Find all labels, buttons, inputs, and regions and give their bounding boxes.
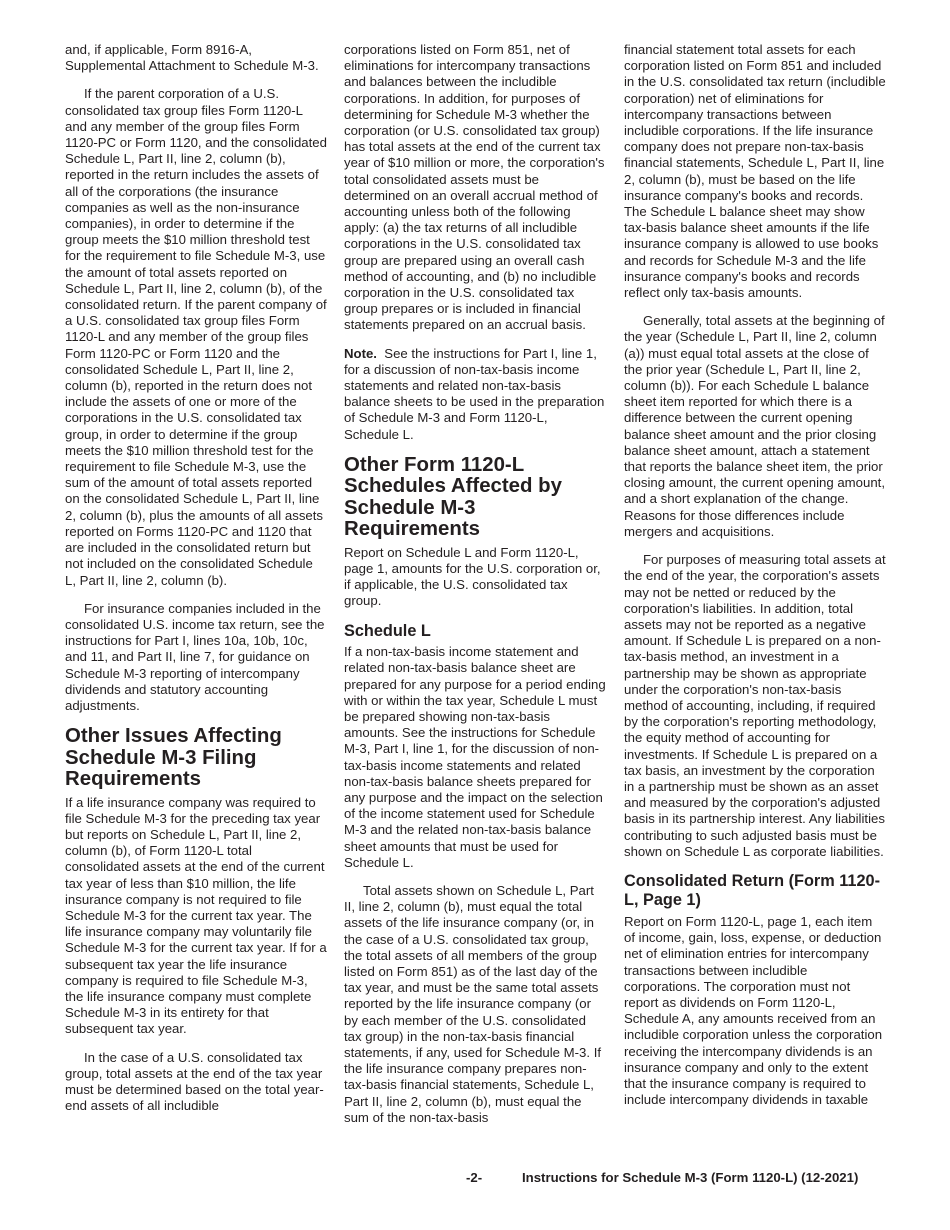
column-3 bbox=[624, 42, 886, 1120]
paragraph: In the case of a U.S. consolidated tax group, total assets at the end of the tax year must be determined based on the total year-end assets of all includible bbox=[65, 1049, 324, 1114]
column-1 bbox=[65, 42, 327, 1126]
note-text: See the instructions for Part I, line 1, for a discussion of non-tax-basis income statements and related non-tax-basis balance sheets to be used in the preparation of Schedule M-3 and Form 1120-L, Schedule L. bbox=[344, 345, 605, 442]
paragraph: For purposes of measuring total assets at the end of the year, the corporation's assets may not be netted or reduced by the corporation's liabilities. In addition, total assets may not be reported as a negative amount. If Schedule L is prepared on a non-tax-basis method, an investment in a partnership may be shown as appropriate under the corporation's non-tax-basis method of accounting, including, if required by the corporation's reporting methodology, the equity method of accounting for investments. If Schedule L is prepared on a tax basis, an investment by the corporation in a partnership must be shown as an asset and measured by the corporation's adjusted basis in its partnership interest. Any liabilities contributing to such adjusted basis must be shown on Schedule L as corporate liabilities. bbox=[624, 552, 886, 859]
paragraph: Report on Form 1120-L, page 1, each item of income, gain, loss, expense, or deduction net of elimination entries for intercompany transactions between includible corporations. The corporation must not report as dividends on Form 1120-L, Schedule A, any amounts received from an includible corporation unless the corporation receiving the intercompany dividends is an insurance company and only to the extent that the insurance company is required to include intercompany dividends in taxable bbox=[624, 913, 883, 1108]
paragraph: financial statement total assets for each corporation listed on Form 851 and included in the U.S. consolidated tax return (includible corporation) net of eliminations for intercompany transactions between includible corporations. If the life insurance company does not prepare non-tax-basis financial statements, Schedule L, Part II, line 2, column (b), must be based on the life insurance company's books and records. The Schedule L balance sheet may show tax-basis balance sheet amounts if the life insurance company is allowed to use books and records for Schedule M-3 and the life insurance company's books and records reflect only tax-basis amounts. bbox=[624, 42, 886, 301]
subheading-consolidated-return: Consolidated Return (Form 1120-L, Page 1) bbox=[624, 871, 881, 910]
paragraph: If a life insurance company was required to file Schedule M-3 for the preceding tax year but reports on Schedule L, Part II, line 2, column (b), of Form 1120-L total consolidated assets at the end of the current tax year of less than $10 million, the life insurance company is not required to file Schedule M-3 for the current tax year. The life insurance company may voluntarily file Schedule M-3 for the current tax year. If for a subsequent tax year the life insurance company is required to file Schedule M-3, the life insurance company must complete Schedule M-3 in its entirety for that subsequent tax year. bbox=[65, 794, 327, 1037]
subheading-schedule-l: Schedule L bbox=[344, 621, 431, 640]
paragraph: If the parent corporation of a U.S. consolidated tax group files Form 1120-L and any member of the group files Form 1120-PC or Form 1120, and the consolidated Schedule L, Part II, line 2, column (b), reported in the return includes the assets of all of the corporations (the insurance companies as well as the non-insurance companies), in order to determine if the group meets the $10 million threshold test for the requirement to file Schedule M-3, use the amount of total assets reported on Schedule L, Part II, line 2, column (b), of the consolidated return. If the parent company of a U.S. consolidated tax group files Form 1120-L and any member of the group files Form 1120-PC or Form 1120 and the consolidated Schedule L, Part II, line 2, column (b), reported in the return does not include the assets of one or more of the corporations in the U.S. consolidated tax group, in order to determine if the group meets the $10 million threshold test for the requirement to file Schedule M-3, use the sum of the amount of total assets reported on the consolidated Schedule L, Part II, line 2, column (b), plus the amounts of all assets reported on Forms 1120-PC and 1120 that are included in the consolidated return but not included on the consolidated Schedule L, Part II, line 2, column (b). bbox=[65, 86, 327, 588]
footer-title: Instructions for Schedule M-3 (Form 1120-L) (12-2021) bbox=[522, 1170, 859, 1185]
paragraph: corporations listed on Form 851, net of eliminations for intercompany transactions and balances between the includible corporations. In addition, for purposes of determining for Schedule M-3 whether the corporation (or U.S. consolidated tax group) has total assets at the end of the current tax year of $10 million or more, the corporation's total consolidated assets must be determined on an overall accrual method of accounting unless both of the following apply: (a) the tax returns of all includible corporations in the U.S. consolidated tax group are prepared using an overall cash method of accounting, and (b) no includible corporation in the U.S. consolidated tax group prepares or is included in financial statements prepared on an accrual basis. bbox=[344, 42, 605, 333]
paragraph: and, if applicable, Form 8916-A, Supplemental Attachment to Schedule M-3. bbox=[65, 42, 319, 74]
paragraph: Report on Schedule L and Form 1120-L, page 1, amounts for the U.S. corporation or, if applicable, the U.S. consolidated tax group. bbox=[344, 544, 601, 609]
paragraph: Total assets shown on Schedule L, Part II, line 2, column (b), must equal the total assets of the life insurance company (or, in the case of a U.S. consolidated tax group, the total assets of all members of the group listed on Form 851) as of the last day of the tax year, and must be the same total assets reported by the life insurance company (or by each member of the U.S. consolidated tax group) in the non-tax-basis financial statements, if any, used for Schedule M-3. If the life insurance company prepares non-tax-basis financial statements, Schedule L, Part II, line 2, column (b), must equal the sum of the non-tax-basis bbox=[344, 883, 602, 1125]
paragraph: For insurance companies included in the consolidated U.S. income tax return, see the instructions for Part I, lines 10a, 10b, 10c, and 11, and Part II, line 7, for guidance on Schedule M-3 reporting of intercompany dividends and statutory accounting adjustments. bbox=[65, 600, 325, 713]
paragraph: If a non-tax-basis income statement and related non-tax-basis balance sheet are prepared for any purpose for a period ending with or within the tax year, Schedule L must be prepared showing non-tax-basis amounts. See the instructions for Schedule M-3, Part I, line 1, for the discussion of non-tax-basis income statements and related non-tax-basis balance sheets prepared for any purpose and the impact on the selection of the income statement used for Schedule M-3 and the related non-tax-basis balance sheet amounts that must be used for Schedule L. bbox=[344, 644, 606, 870]
column-2 bbox=[344, 42, 606, 1138]
note-paragraph bbox=[344, 346, 606, 443]
paragraph: Generally, total assets at the beginning of the year (Schedule L, Part II, line 2, column (a)) must equal total assets at the close of the prior year (Schedule L, Part II, line 2, column (b)). For each Schedule L balance sheet item reported for which there is a difference between the current opening balance sheet amount and the prior closing balance sheet amount, attach a statement that reports the balance sheet item, the prior closing amount, the current opening amount, and a short explanation of the change. Reasons for those differences include mergers and acquisitions. bbox=[624, 313, 885, 539]
section-heading-other-issues: Other Issues Affecting Schedule M-3 Filing Requirements bbox=[65, 725, 282, 791]
section-heading-other-schedules: Other Form 1120-L Schedules Affected by Schedule M-3 Requirements bbox=[344, 453, 562, 541]
page-number: -2- bbox=[466, 1170, 483, 1185]
note-label: Note. bbox=[344, 345, 377, 361]
